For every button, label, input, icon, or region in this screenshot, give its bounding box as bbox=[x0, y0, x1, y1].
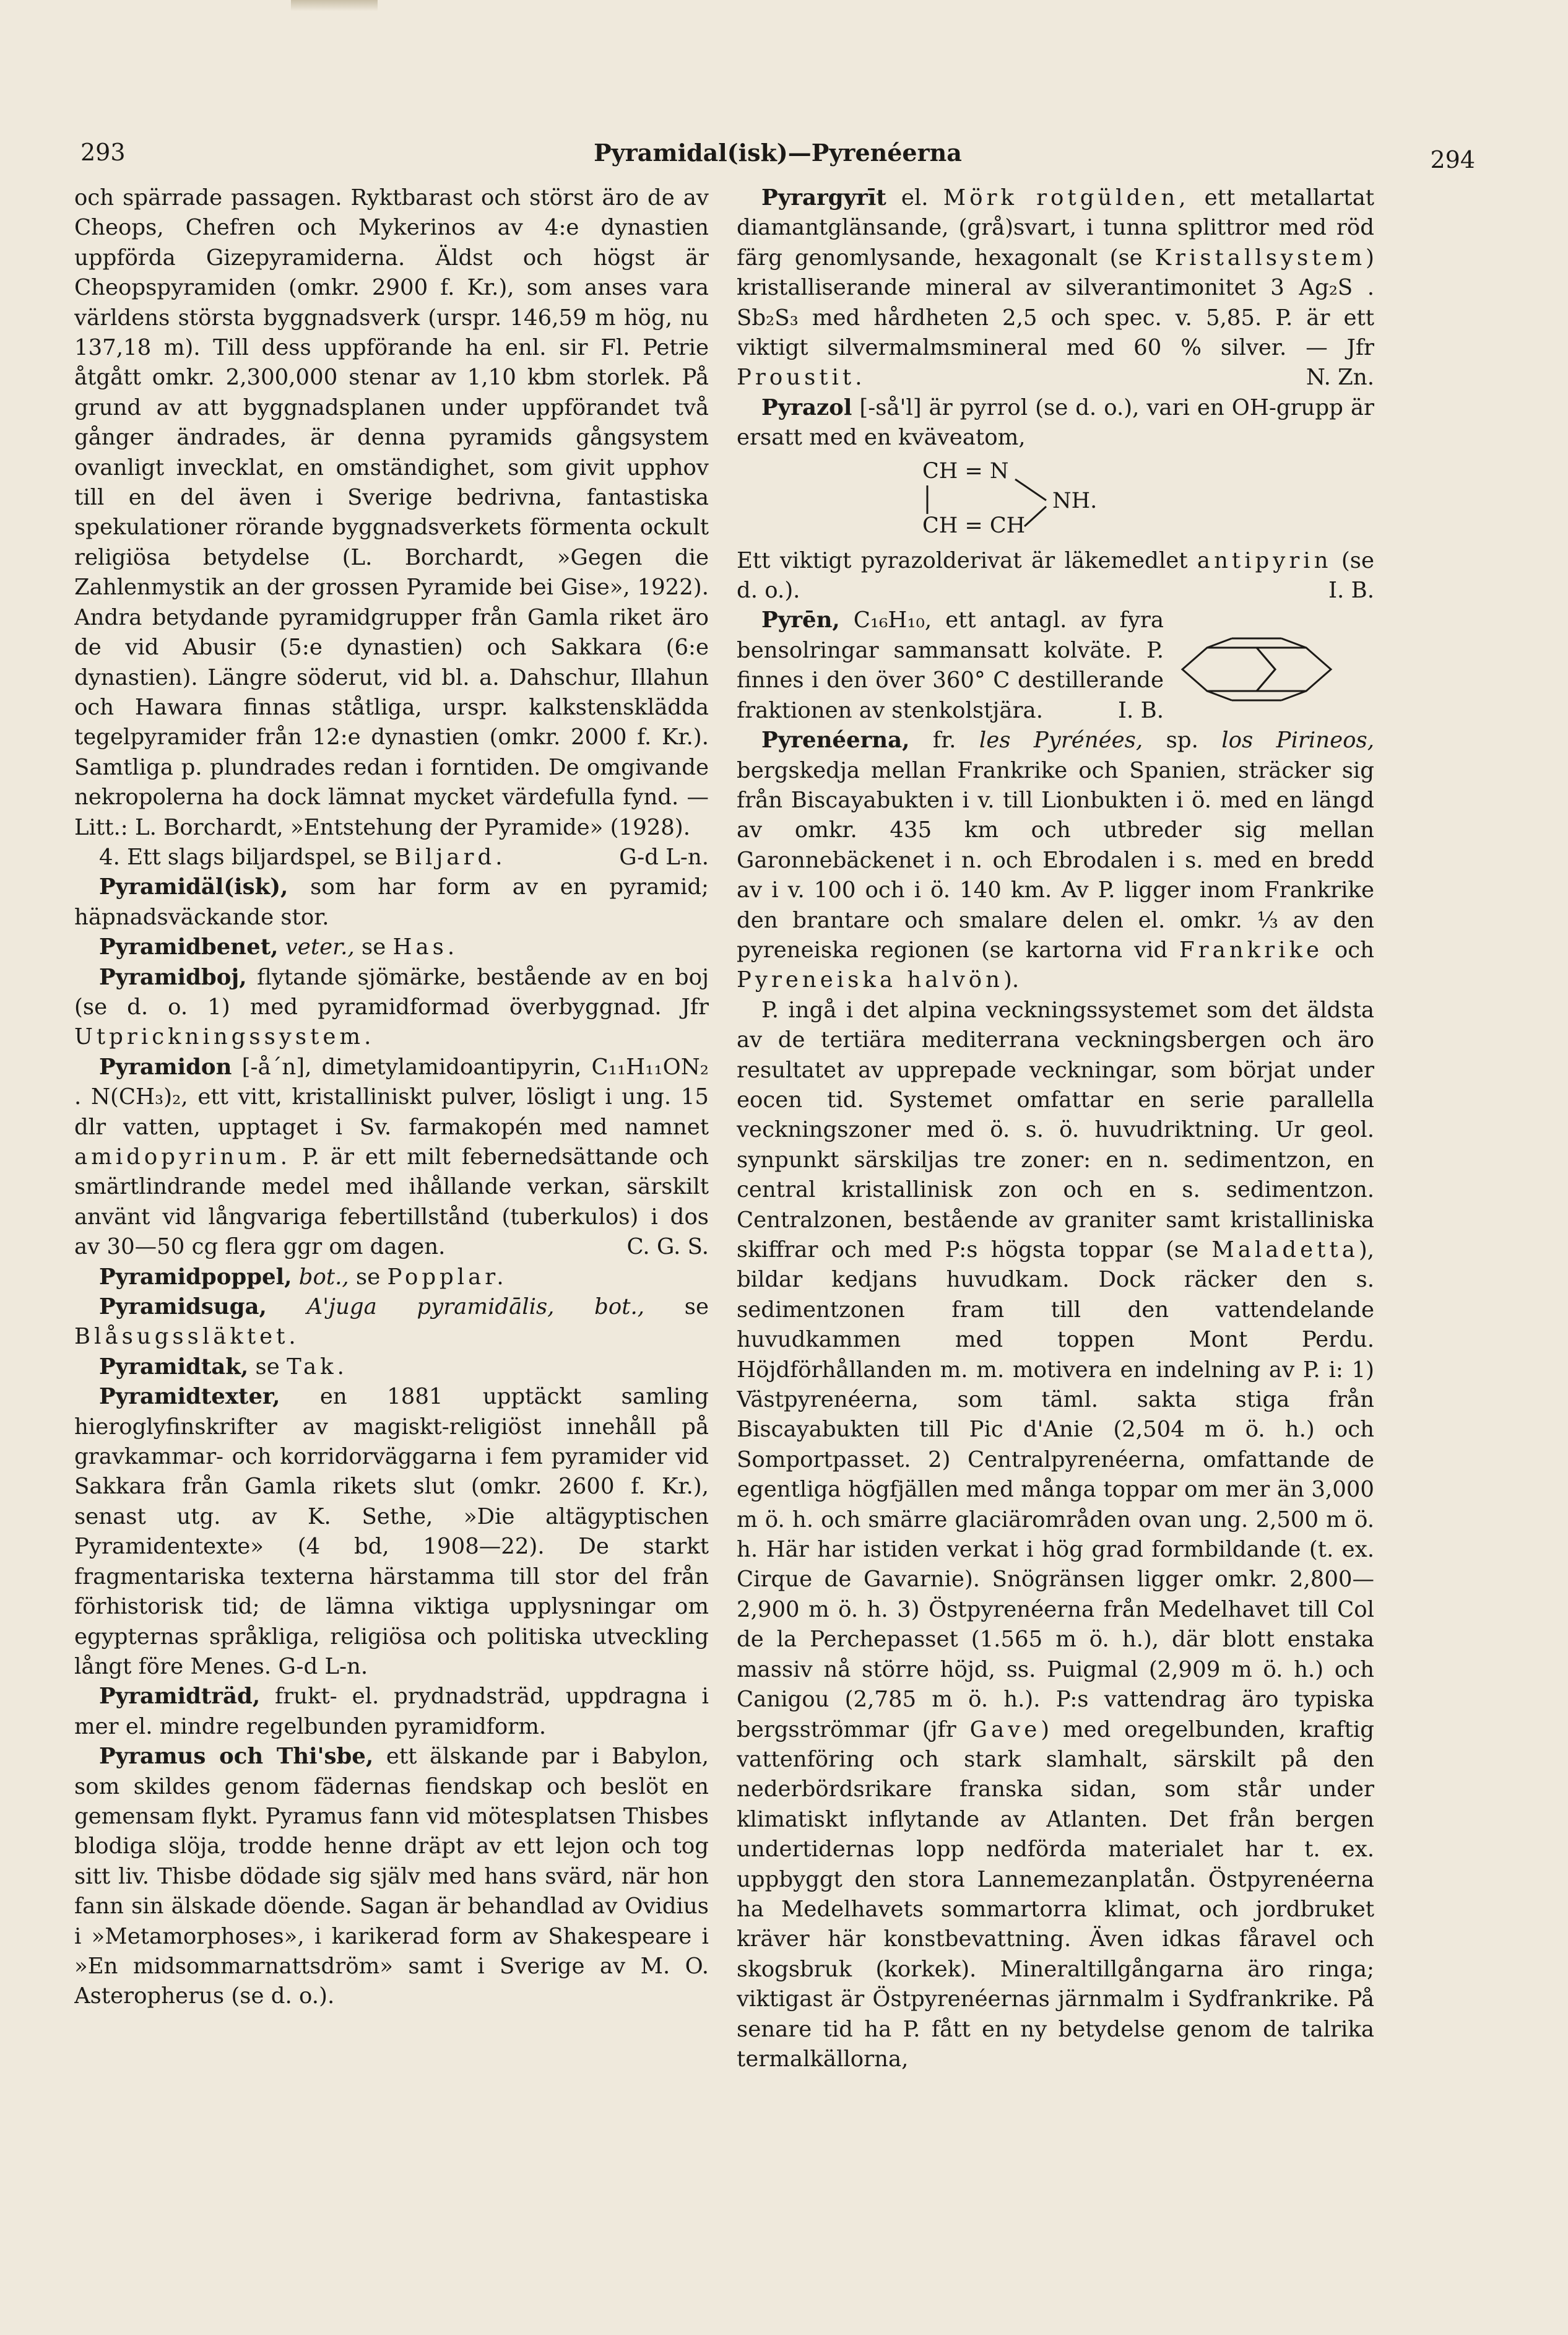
cross-reference: antipyrin bbox=[1197, 547, 1332, 573]
signature: N. Zn. bbox=[1306, 365, 1374, 391]
cross-reference: Has. bbox=[392, 934, 459, 960]
formula-diagram bbox=[922, 453, 1145, 546]
headword: Pyrargyrīt bbox=[761, 185, 886, 211]
headword: Pyramidträd, bbox=[99, 1684, 261, 1710]
pyramid-continuation: och spärrade passagen. Ryktbarast och störst äro de av Cheops, Chefren och Mykerinos av 4:e dynastien uppförda Gizepyramiderna. Äldst och högst är Cheopspyramiden (omkr. 2900 f. Kr.), som anses vara världens största byggnadsverk (urspr. 146,59 m hög, nu 137,18 m). Till dess uppförande ha enl. sir Fl. Petrie åtgått omkr. 2,300,000 stenar av 1,10 kbm storlek. På grund av att byggnadsplanen under uppförandet två gånger ändrades, är denna pyramids gångsystem ovanligt invecklat, en omständighet, som givit upphov till en del även i Sverige bedrivna, fantastiska spekulationer rörande byggnadsverkets förmenta ockult religiösa betydelse (L. Borchardt, »Gegen die Zahlenmystik an der grossen Pyramide bei Gise», 1922). Andra betydande pyramidgrupper från Gamla riket äro de vid Abusir (5:e dynastien) och Sakkara (6:e dynastien). Längre söderut, vid bl. a. Dahschur, Illahun och Hawara finnas ståtliga, urspr. kalkstensklädda tegelpyramider från 12:e dynastien (omkr. 2000 f. Kr.). Samtliga p. plundrades redan i forntiden. De omgivande nekropolerna ha dock lämnat mycket värdefulla fynd. — Litt.: L. Borchardt, »Entstehung der Pyramide» (1928). G-d L-n. bbox=[74, 183, 709, 843]
cross-reference: Biljard. bbox=[394, 844, 506, 870]
headword: Pyramidboj, bbox=[99, 964, 247, 990]
headword: Pyrēn, bbox=[761, 607, 840, 633]
signature: G-d L-n. bbox=[619, 844, 709, 870]
headword: Pyramidtak, bbox=[99, 1354, 249, 1380]
ring-right bbox=[1257, 648, 1331, 691]
formula-line-1: CH = N bbox=[922, 458, 1009, 484]
entry-pyramidon: Pyramidon [-å´n], dimetylamidoantipyrin, C₁₁H₁₁ON₂ . N(CH₃)₂, ett vitt, kristalliniskt pulver, lösligt i ung. 15 dlr vatten, upptaget i Sv. farmakopén med namnet amidopyrinum. P. är ett milt febernedsättande och smärtlindrande medel med ihållande verkan, särskilt använt vid långvariga febertillstånd (tuberkulos) i dos av 30—50 cg flera ggr om dagen. C. G. S. bbox=[74, 1053, 709, 1263]
entry-pyramus: Pyramus och Thi'sbe, ett älskande par i Babylon, som skildes genom fädernas fiendskap och beslöt en gemensam flykt. Pyramus fann vid mötesplatsen Thisbes blodiga slöja, trodde henne dräpt av ett lejon och tog sitt liv. Thisbe dödade sig själv med hans svärd, när hon fann sin älskade döende. Sagan är behandlad av Ovidius i »Metamorphoses», i karikerad form av Shakespeare i »En midsommarnattsdröm» samt i Sverige av M. O. Asteropherus (se d. o.). bbox=[74, 1744, 709, 2009]
cross-reference: Frankrike bbox=[1179, 937, 1323, 963]
entry-pyramidpoppel: Pyramidpoppel, bot., se Popplar. bbox=[99, 1264, 508, 1290]
headword: Pyramus och Thi'sbe, bbox=[99, 1744, 374, 1770]
running-header bbox=[80, 135, 1475, 172]
formula-line-2: CH = CH bbox=[922, 513, 1026, 538]
signature: I. B. bbox=[1328, 578, 1374, 604]
entry-pyramidtexter: Pyramidtexter, en 1881 upptäckt samling hieroglyfinskrifter av magiskt-religiöst innehåll på gravkammar- och korridorväggarna i fem pyramider vid Sakkara från Gamla rikets slut (omkr. 2600 f. Kr.), senast utg. av K. Sethe, »Die altägyptischen Pyramidentexte» (4 bd, 1908—22). De starkt fragmentariska texterna härstamma till stor del från förhistorisk tid; de lämna viktiga upplysningar om egypternas språkliga, religiösa och politiska utveckling långt före Menes. G-d L-n. bbox=[74, 1384, 709, 1679]
left-column bbox=[74, 183, 709, 2301]
pyrazol-continued: Ett viktigt pyrazolderivat är läkemedlet antipyrin (se d. o.). I. B. bbox=[737, 546, 1374, 606]
headword: Pyrenéerna, bbox=[761, 728, 910, 754]
page-number-left: 293 bbox=[80, 139, 126, 166]
formula-bond-lower bbox=[1024, 507, 1046, 526]
cross-reference: Kristallsystem bbox=[1154, 245, 1366, 271]
formula-bond-upper bbox=[1015, 479, 1046, 500]
pyreneerna-geology: P. ingå i det alpina veckningssystemet som det äldsta av de tertiära mediterrana veckningsbergen och äro resultatet av upprepade veckningar, som börjat under eocen tid. Systemet omfattar en serie parallella veckningszoner med ö. s. ö. huvudriktning. Ur geol. synpunkt särskiljas tre zoner: en n. sedimentzon, en central kristallinisk zon och en s. sedimentzon. Centralzonen, bestående av graniter samt kristalliniska skiffrar och med P:s högsta toppar (se Maladetta), bildar kedjans huvudkam. Dock räcker den s. sedimentzonen fram till den vattendelande huvudkammen med toppen Mont Perdu. Höjdförhållanden m. m. motivera en indelning av P. i: 1) Västpyrenéerna, som täml. sakta stiga från Biscayabukten till Pic d'Anie (2,504 m ö. h.) och Somportpasset. 2) Centralpyrenéerna, omfattande de egentliga högfjällen med många toppar om mer än 3,000 m ö. h. och smärre glaciärområden ovan ung. 2,500 m ö. h. Här har istiden verkat i hög grad formbildande (t. ex. Cirque de Gavarnie). Snögränsen ligger omkr. 2,800—2,900 m ö. h. 3) Östpyrenéerna från Medelhavet till Col de la Perchepasset (1.565 m ö. h.), där blott enstaka massiv nå större höjd, ss. Puigmal (2,909 m ö. h.) och Canigou (2,785 m ö. h.). P:s vattendrag äro typiska bergsströmmar (jfr Gave) med oregelbunden, kraftig vattenföring och stark slamhalt, särskilt på den nederbördsrikare franska sidan, som står under klimatiskt inflytande av Atlanten. Det från bergen undertidernas lopp nedförda materialet har t. ex. uppbyggt den stora Lannemezanplatån. Östpyrenéerna ha Medelhavets sommartorra klimat, och jordbruket kräver här konstbevattning. Även idkas fåravel och skogsbruk (korkek). Mineraltillgångarna äro ringa; viktigast är Östpyrenéernas järnmalm i Sydfrankrike. På senare tid ha P. fått en ny betydelse genom de talrika termalkällorna, bbox=[737, 997, 1374, 2072]
headword: Pyrazol bbox=[761, 394, 852, 420]
formula-nh: NH. bbox=[1052, 488, 1098, 513]
signature: G-d L-n. bbox=[278, 1653, 368, 1679]
running-title: Pyramidal(isk)—Pyrenéerna bbox=[594, 139, 962, 167]
entry-pyreneerna: Pyrenéerna, fr. les Pyrénées, sp. los Pirineos, bergskedja mellan Frankrike och Spanien, sträcker sig från Biscayabukten i v. till Lionbukten i ö. med en längd av omkr. 435 km och utbreder sig mellan Garonnebäckenet i n. och Ebrodalen i s. med en bredd av i v. 100 och i ö. 140 km. Av P. ligger inom Frankrike den brantare och smalare delen el. omkr. ⅓ av den pyreneiska regionen (se kartorna vid Frankrike och Pyreneiska halvön). bbox=[737, 728, 1374, 993]
signature: C. G. S. bbox=[626, 1234, 709, 1260]
right-column bbox=[737, 183, 1374, 2301]
cross-reference: Utprickningssystem. bbox=[74, 1024, 375, 1050]
cross-reference: Gave bbox=[969, 1716, 1041, 1742]
entry-pyramidboj: Pyramidboj, flytande sjömärke, bestående av en boj (se d. o. 1) med pyramidformad överbyggnad. Jfr Utprickningssystem. bbox=[74, 964, 709, 1050]
entry-pyramidtak: Pyramidtak, se Tak. bbox=[99, 1354, 348, 1380]
pyrene-ring-diagram bbox=[1170, 635, 1368, 703]
pyrazol-structure-formula bbox=[737, 453, 1374, 546]
entry-pyrazol: Pyrazol [-så'l] är pyrrol (se d. o.), vari en OH-grupp är ersatt med en kväveatom, bbox=[737, 394, 1374, 451]
cross-reference: Tak. bbox=[287, 1354, 348, 1380]
entry-pyramidalisk: Pyramidäl(isk), som har form av en pyramid; häpnadsväckande stor. bbox=[74, 874, 709, 930]
page-number-right: 294 bbox=[1430, 146, 1475, 173]
pyramid-sense-4: 4. Ett slags biljardspel, se Biljard. bbox=[99, 844, 506, 870]
headword: Pyramidäl(isk), bbox=[99, 874, 288, 900]
headword: Pyramidtexter, bbox=[99, 1384, 280, 1410]
headword: Pyramidpoppel, bbox=[99, 1264, 292, 1290]
headword: Pyramidbenet, bbox=[99, 934, 279, 960]
entry-pyramidsuga: Pyramidsuga, A'juga pyramidālis, bot., se Blåsugssläktet. bbox=[74, 1294, 709, 1350]
entry-pyramidtrad: Pyramidträd, frukt- el. prydnadsträd, uppdragna i mer el. mindre regelbunden pyramidform. bbox=[74, 1684, 709, 1739]
cross-reference: Proustit. bbox=[737, 365, 866, 391]
headword: Pyramidsuga, bbox=[99, 1294, 267, 1320]
entry-pyramidbenet: Pyramidbenet, veter., se Has. bbox=[99, 934, 459, 960]
headword: Pyramidon bbox=[99, 1054, 232, 1080]
entry-pyren: Pyrēn, C₁₆H₁₀, ett antagl. av fyra bensolringar sammansatt kolväte. P. finnes i den över 360° C destillerande fraktionen av stenkolstjära. I. B. bbox=[737, 606, 1374, 726]
cross-reference: Maladetta bbox=[1211, 1237, 1359, 1263]
cross-reference: Popplar. bbox=[387, 1264, 508, 1290]
cross-reference: Blåsugssläktet. bbox=[74, 1324, 300, 1350]
paper-stain bbox=[291, 0, 378, 11]
signature: I. B. bbox=[1118, 697, 1164, 723]
cross-reference: amidopyrinum. bbox=[74, 1144, 292, 1170]
cross-reference: Pyreneiska halvön bbox=[737, 967, 1003, 993]
entry-pyrargyrit: Pyrargyrīt el. Mörk rotgülden, ett metallartat diamantglänsande, (grå)svart, i tunna splittror med röd färg genomlysande, hexagonalt (se Kristallsystem) kristalliserande mineral av silverantimonitet 3 Ag₂S . Sb₂S₃ med hårdheten 2,5 och spec. v. 5,85. P. är ett viktigt silvermalmsmineral med 60 % silver. — Jfr Proustit. N. Zn. bbox=[737, 183, 1374, 393]
